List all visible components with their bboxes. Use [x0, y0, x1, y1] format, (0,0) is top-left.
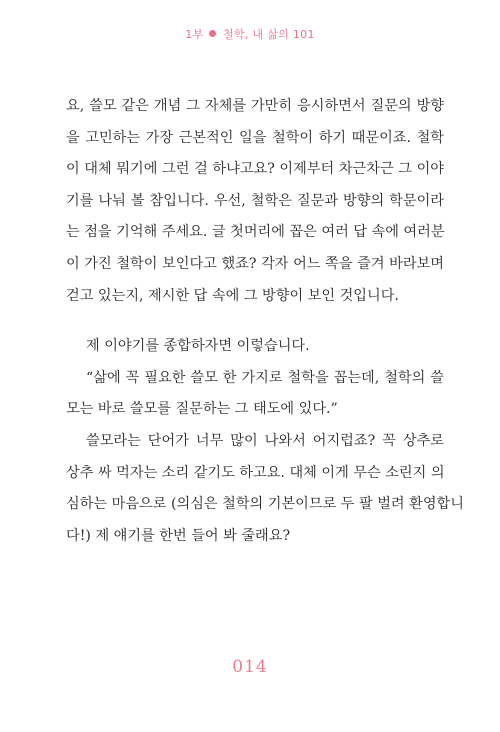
- text-line: 이 가진 철학이 보인다고 했죠? 각자 어느 쪽을 즐겨 바라보며: [66, 255, 444, 272]
- quote-line: “삶에 꼭 필요한 쓸모 한 가지로 철학을 꼽는데, 철학의 쓸: [86, 369, 444, 386]
- body-text: [66, 91, 464, 552]
- text-line: 이 대체 뭐기에 그런 걸 하냐고요? 이제부터 차근차근 그 이야: [66, 161, 444, 178]
- text-line: 요, 쓸모 같은 개념 그 자체를 가만히 응시하면서 질문의 방향: [66, 98, 444, 114]
- text-line: 는 점을 기억해 주세요. 글 첫머리에 꼽은 여러 답 속에 여러분: [66, 224, 445, 241]
- text-line: 심하는 마음으로 (의심은 철학의 기본이므로 두 팔 벌려 환영합니: [66, 496, 464, 513]
- header-title: 철학, 내 삶의 101: [223, 28, 315, 41]
- text-line: 기를 나눠 볼 참입니다. 우선, 철학은 질문과 방향의 학문이라: [66, 192, 444, 209]
- quote-line: 모는 바로 쓸모를 질문하는 그 태도에 있다.”: [66, 401, 338, 418]
- header-part: 1부: [185, 28, 204, 41]
- page-number: 014: [232, 657, 268, 677]
- running-header: [0, 26, 500, 42]
- text-line: 을 고민하는 가장 근본적인 일을 철학이 하기 때문이죠. 철학: [66, 129, 444, 146]
- text-line: 제 이야기를 종합하자면 이렇습니다.: [86, 338, 310, 355]
- bullet-dot-icon: [209, 30, 216, 37]
- paragraph-gap: [66, 312, 444, 331]
- text-line: 다!) 제 얘기를 한번 들어 봐 줄래요?: [66, 527, 291, 544]
- text-line: 쓸모라는 단어가 너무 많이 나와서 어지럽죠? 꼭 상추로: [86, 432, 444, 449]
- text-line: 상추 싸 먹자는 소리 같기도 하고요. 대체 이게 무슨 소린지 의: [66, 464, 445, 481]
- text-line: 걷고 있는지, 제시한 답 속에 그 방향이 보인 것입니다.: [66, 287, 399, 304]
